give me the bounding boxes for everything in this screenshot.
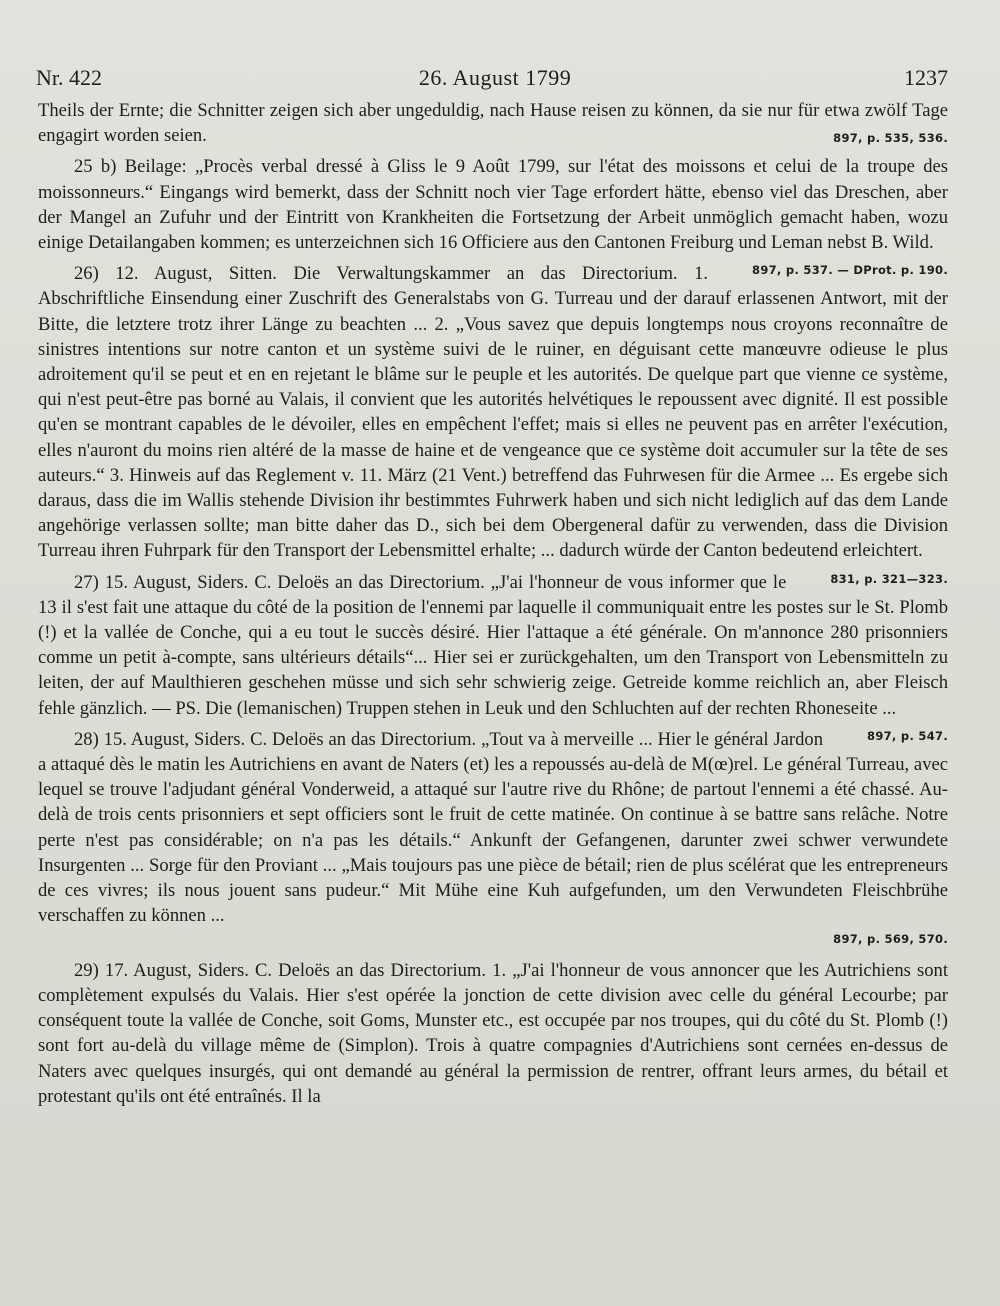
paragraph-text: Theils der Ernte; die Schnitter zeigen sich aber ungeduldig, nach Hause reisen zu können, da sie nur für etwa zwölf Tage engagirt worden seien. [38,100,948,147]
paragraph-28 [38,727,948,952]
paragraph-29 [38,958,948,1109]
paragraph-25b [38,154,948,278]
paragraph-text: 26) 12. August, Sitten. Die Verwaltungskammer an das Directorium. 1. Abschriftliche Einsendung einer Zuschrift des Generalstabs von G. Turreau und der darauf erlassenen Antwort, mit der Bitte, die letztere trotz ihrer Länge zu beachten ... 2. „Vous savez que depuis longtemps nous croyons reconnaître de sinistres intentions sur notre canton et un système suivi de le ruiner, en déguisant cette manœuvre odieuse le plus adroitement qu'il se peut et en en rejetant le blâme sur le peuple et les autorités. De quelque part que vienne ce système, qui n'est peut-être pas borné au Valais, il convient que les autorités helvétiques le repoussent avec dignité. Il est possible qu'en se montrant capables de le dévoiler, elles en empêchent l'effet; mais si elles ne peuvent pas en arrêter l'exécution, elles n'auront du moins rien altéré de la masse de haine et de vengeance que ce système doit accumuler sur la tête de ses auteurs.“ 3. Hinweis auf das Reglement v. 11. März (21 Vent.) betreffend das Fuhrwesen für die Armee ... Es ergebe sich daraus, dass die im Wallis stehende Division ihr bestimmtes Fuhrwerk haben und sich nicht lediglich auf das dem Lande angehörige verlassen sollte; man bitte daher das D., sich bei dem Obergeneral dafür zu verwenden, dass die Division Turreau ihren Fuhrpark für den Transport der Lebensmittel erhalte; ... dadurch würde der Canton bedeutend erleichtert. [38,263,948,562]
paragraph-text: 28) 15. August, Siders. C. Deloës an das Directorium. „Tout va à merveille ... Hier le général Jardon a attaqué dès le matin les Autrichiens en avant de Naters (et) les a repoussés au-delà de M(œ)rel. Le général Turreau, avec lequel se trouve l'adjudant général Vonderweid, a attaqué sur l'autre rive du Rhône; de partout l'ennemi a été chassé. Au-delà de trois cents prisonniers et sept officiers sont le fruit de cette matinée. On continue à se battre sans relâche. Notre perte n'est pas considérable; on n'a pas les détails.“ Ankunft der Gefangenen, darunter zwei schwer verwundete Insurgenten ... Sorge für den Proviant ... „Mais toujours pas une pièce de bétail; rien de plus scélérat que les entrepreneurs de ces vivres; ils nous jouent sans pudeur.“ Mit Mühe eine Kuh aufgefunden, um den Verwundeten Fleischbrühe verschaffen zu können ... [38,728,948,927]
page-header [36,62,948,94]
source-reference: 897, p. 535, 536. [833,131,948,146]
paragraph-text: 29) 17. August, Siders. C. Deloës an das Directorium. 1. „J'ai l'honneur de vous annoncer que les Autrichiens sont complètement expulsés du Valais. Hier s'est opérée la jonction de cette division avec celle du général Lecourbe; par conséquent toute la vallée de Conche, soit Goms, Munster etc., est occupée par nos troupes, qui du côté du St. Plomb (!) sont fort au-delà du village même de (Simplon). Trois à quatre compagnies d'Autrichiens sont cernées en-dessus de Naters avec quelques insurgés, qui ont demandé au général la permission de rentrer, offrant leurs armes, du bétail et protestant qu'ils ont été entraînés. Il la [38,959,948,1107]
header-date: 26. August 1799 [418,65,572,90]
document-number: Nr. 422 [36,65,102,90]
page-number: 1237 [904,65,948,90]
document-body [38,98,948,1115]
source-reference: 897, p. 569, 570. [833,931,948,946]
source-reference: 897, p. 547. [867,728,948,743]
paragraph-26 [38,261,948,586]
paragraph-continuation [38,98,948,148]
source-reference: 897, p. 537. — DProt. p. 190. [752,263,948,278]
source-reference: 831, p. 321—323. [830,571,948,586]
paragraph-27 [38,570,948,743]
paragraph-text: 27) 15. August, Siders. C. Deloës an das Directorium. „J'ai l'honneur de vous informer que le 13 il s'est fait une attaque du côté de la position de l'ennemi par laquelle il communiquait entre les postes sur le St. Plomb (!) et la vallée de Conche, qui a eu tout le succès désiré. Hier l'attaque a été générale. On m'annonce 280 prisonniers comme un petit à-compte, sans ultérieurs détails“... Hier sei er zurückgehalten, um den Transport von Lebensmitteln zu leiten, der auf Maulthieren geschehen müsse und sich sehr schwierig zeige. Getreide komme reichlich an, aber Fleisch fehle gänzlich. — PS. Die (lemanischen) Truppen stehen in Leuk und den Schluchten auf der rechten Rhoneseite ... [38,571,948,719]
paragraph-text: 25 b) Beilage: „Procès verbal dressé à Gliss le 9 Août 1799, sur l'état des moissons et celui de la troupe des moissonneurs.“ Eingangs wird bemerkt, dass der Schnitt noch vier Tage erfordert hätte, ebenso viel das Dreschen, aber der Mangel an Zufuhr und der Eintritt von Krankheiten die Fortsetzung der Arbeit unmöglich gemacht haben, wozu einige Detailangaben kommen; es unterzeichnen sich 16 Officiere aus den Cantonen Freiburg und Leman nebst B. Wild. [38,156,948,254]
